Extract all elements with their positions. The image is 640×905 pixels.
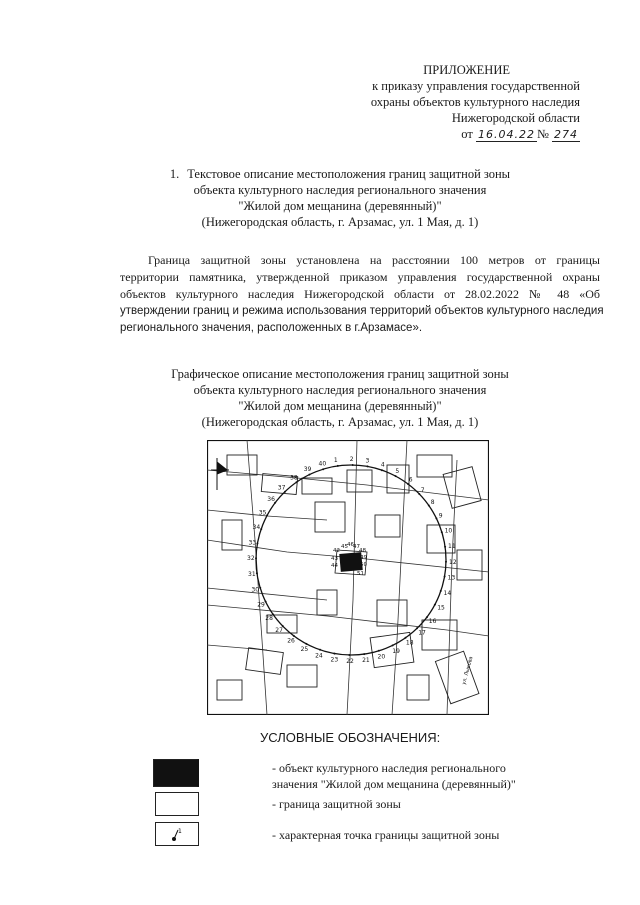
- boundary-point-label: 30: [251, 586, 260, 594]
- boundary-point-marker: [392, 644, 394, 646]
- boundary-point-marker: [407, 483, 409, 485]
- boundary-point-marker: [367, 465, 369, 467]
- boundary-point-label: 1: [333, 457, 338, 464]
- boundary-point-marker: [255, 557, 257, 559]
- boundary-point-marker: [256, 572, 258, 574]
- paragraph-line-3: объектов культурного наследия Нижегородской области от 28.02.2022 № 48 «Об: [120, 287, 600, 301]
- object-point-label: 43: [331, 556, 338, 562]
- boundary-point-label: 26: [287, 637, 295, 645]
- boundary-point-label: 4: [380, 461, 385, 469]
- legend-item1-line2: значения "Жилой дом мещанина (деревянный)": [272, 777, 516, 791]
- section2-line-4: (Нижегородская область, г. Арзамас, ул. 1 Мая, д. 1): [201, 415, 479, 429]
- object-point-label: 42: [333, 548, 340, 554]
- boundary-point-label: 5: [395, 467, 400, 475]
- boundary-point-marker: [395, 475, 397, 477]
- boundary-point-label: 24: [315, 652, 323, 660]
- date-value: 16.04.22: [477, 128, 535, 141]
- boundary-point-label: 2: [349, 456, 354, 463]
- legend-point-text: - характерная точка границы защитной зоны: [272, 828, 500, 842]
- boundary-point-label: 12: [449, 558, 457, 566]
- section2-heading: [120, 366, 560, 430]
- object-point-label: 44: [331, 563, 338, 569]
- boundary-point-marker: [405, 637, 407, 639]
- boundary-point-label: 35: [258, 509, 267, 517]
- boundary-point-marker: [378, 650, 380, 652]
- section2-line-2: объекта культурного наследия регионального значения: [193, 383, 487, 397]
- boundary-point-marker: [308, 474, 310, 476]
- boundary-point-marker: [296, 481, 298, 483]
- appendix-header: [330, 62, 580, 143]
- section1-line-4: (Нижегородская область, г. Арзамас, ул. 1 Мая, д. 1): [201, 215, 479, 229]
- boundary-point-label: 25: [300, 646, 309, 654]
- protection-zone-map: [207, 440, 489, 715]
- boundary-point-marker: [260, 528, 262, 530]
- paragraph-line-5: регионального значения, расположенных в г.Арзамасе».: [120, 322, 423, 334]
- boundary-point-label: 15: [437, 604, 445, 612]
- section1-line-2: объекта культурного наследия регионального значения: [193, 183, 487, 197]
- boundary-point-label: 32: [247, 555, 255, 563]
- section1-line-3: "Жилой дом мещанина (деревянный)": [238, 199, 442, 213]
- boundary-point-label: 21: [362, 657, 370, 664]
- boundary-point-label: 18: [405, 639, 414, 647]
- section1-heading: [120, 166, 560, 230]
- boundary-paragraph: [120, 252, 604, 337]
- appendix-line-1: к приказу управления государственной: [372, 79, 580, 93]
- boundary-point-marker: [428, 505, 430, 507]
- boundary-point-marker: [444, 576, 446, 578]
- object-point-label: 49: [360, 555, 367, 561]
- boundary-point-marker: [445, 561, 447, 563]
- boundary-point-label: 3: [365, 457, 370, 465]
- boundary-point-label: 36: [267, 496, 275, 504]
- appendix-line-2: охраны объектов культурного наследия: [370, 95, 580, 109]
- boundary-point-marker: [256, 543, 258, 545]
- section1-line-1: Текстовое описание местоположения границ защитной зоны: [187, 167, 511, 181]
- object-point-label: 47: [353, 544, 360, 550]
- appendix-date-line: [330, 126, 580, 143]
- boundary-point-label: 8: [430, 499, 435, 507]
- boundary-point-label: 13: [447, 574, 456, 582]
- section2-line-3: "Жилой дом мещанина (деревянный)": [238, 399, 442, 413]
- boundary-point-label: 14: [443, 589, 452, 597]
- boundary-point-label: 27: [275, 627, 283, 635]
- boundary-point-marker: [322, 468, 324, 470]
- boundary-point-label: 33: [248, 539, 257, 547]
- boundary-point-label: 40: [318, 460, 327, 468]
- number-prefix: №: [536, 127, 549, 141]
- boundary-point-label: 7: [420, 486, 425, 494]
- paragraph-line-2: территории памятника, утвержденной приказом управления государственной охраны: [120, 270, 600, 284]
- object-point-label: 51: [357, 571, 364, 577]
- legend-item1-line1: - объект культурного наследия регионального: [272, 761, 506, 775]
- boundary-point-marker: [381, 469, 383, 471]
- number-value: 274: [554, 128, 578, 141]
- legend-boundary-text: - граница защитной зоны: [272, 797, 401, 811]
- object-point-label: 50: [360, 562, 367, 568]
- paragraph-line-4: утверждении границ и режима использования территорий объектов культурного наследия: [120, 305, 604, 317]
- legend-point-icon: [155, 822, 199, 846]
- legend-object-icon: [153, 759, 199, 787]
- boundary-point-label: 22: [346, 658, 354, 665]
- boundary-point-marker: [435, 517, 437, 519]
- boundary-point-marker: [426, 616, 428, 618]
- boundary-point-label: 6: [408, 476, 413, 484]
- boundary-point-marker: [259, 587, 261, 589]
- paragraph-line-1: Граница защитной зоны установлена на расстоянии 100 метров от границы: [148, 253, 600, 267]
- appendix-title: ПРИЛОЖЕНИЕ: [423, 63, 510, 77]
- boundary-point-label: 31: [248, 571, 256, 579]
- boundary-point-marker: [334, 653, 336, 655]
- object-point-label: 46: [347, 542, 354, 548]
- boundary-point-marker: [363, 653, 365, 655]
- boundary-point-label: 11: [448, 542, 456, 550]
- boundary-point-label: 38: [290, 474, 298, 482]
- svg-text:1: 1: [178, 828, 182, 835]
- boundary-point-label: 20: [377, 653, 386, 661]
- object-point-label: 45: [341, 544, 348, 550]
- boundary-point-marker: [293, 635, 295, 637]
- appendix-line-3: Нижегородской области: [451, 111, 580, 125]
- boundary-point-marker: [265, 601, 267, 603]
- boundary-point-marker: [434, 604, 436, 606]
- street-label: ул. Лыкова: [461, 655, 475, 686]
- legend-object-text: [272, 760, 516, 792]
- boundary-point-label: 19: [392, 647, 400, 655]
- boundary-point-label: 23: [330, 656, 339, 664]
- boundary-point-label: 37: [277, 484, 286, 492]
- boundary-point-marker: [441, 531, 443, 533]
- boundary-point-label: 9: [438, 512, 443, 520]
- boundary-point-label: 28: [265, 614, 273, 622]
- boundary-point-label: 17: [418, 629, 426, 637]
- boundary-point-label: 39: [303, 466, 312, 474]
- boundary-point-marker: [337, 465, 339, 467]
- boundary-point-marker: [352, 464, 354, 466]
- boundary-point-marker: [305, 643, 307, 645]
- legend-boundary-icon: [155, 792, 199, 816]
- boundary-point-label: 16: [428, 617, 437, 625]
- boundary-point-marker: [319, 649, 321, 651]
- boundary-point-marker: [440, 590, 442, 592]
- section2-line-1: Графическое описание местоположения границ защитной зоны: [171, 367, 509, 381]
- boundary-point-label: 29: [257, 601, 265, 609]
- boundary-point-marker: [348, 654, 350, 656]
- date-prefix: от: [461, 127, 473, 141]
- boundary-point-label: 10: [444, 527, 453, 535]
- legend-title: УСЛОВНЫЕ ОБОЗНАЧЕНИЯ:: [260, 730, 441, 745]
- boundary-point-marker: [444, 546, 446, 548]
- section1-number: 1.: [169, 167, 180, 181]
- boundary-point-label: 34: [252, 524, 261, 532]
- object-point-label: 48: [359, 548, 366, 554]
